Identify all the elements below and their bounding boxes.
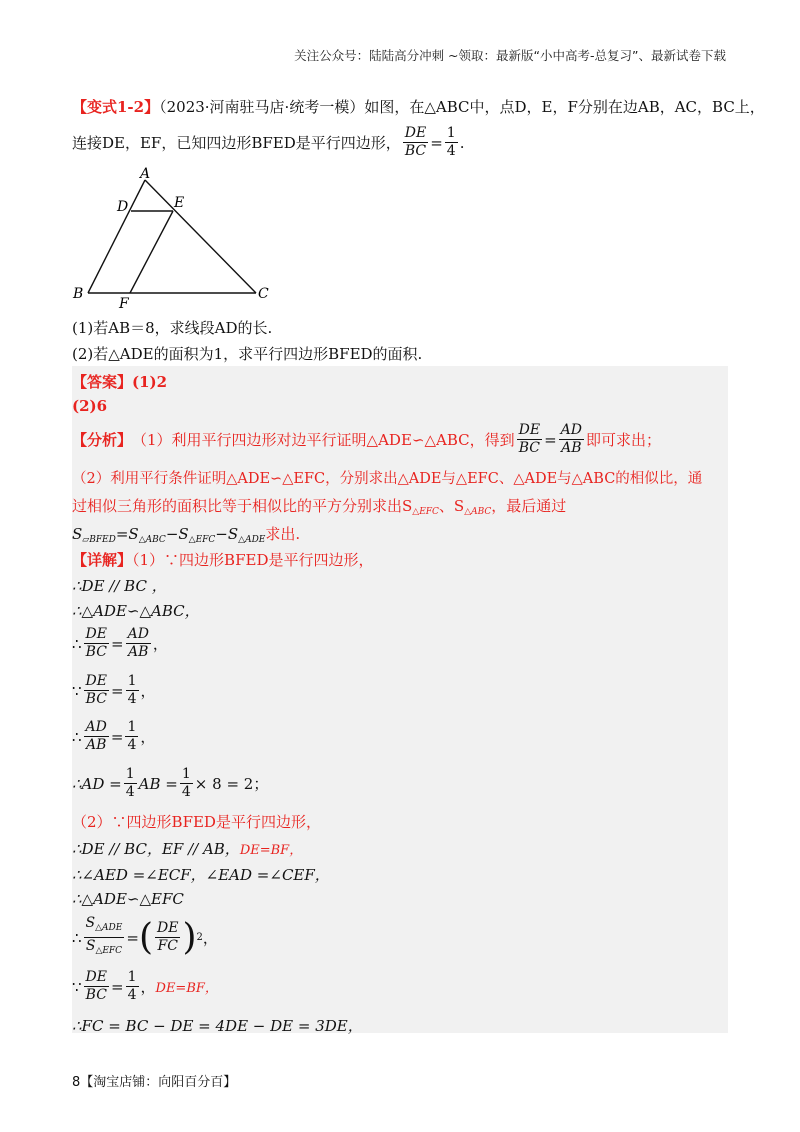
label-c: C <box>258 286 269 302</box>
analysis-eq: = <box>544 430 557 449</box>
analysis-text-3b: ，最后通过 <box>491 497 567 515</box>
frac-numerator: 1 <box>181 766 191 782</box>
therefore-sign: ∴ <box>72 634 82 653</box>
comma: ， <box>140 728 156 746</box>
eq-sign: = <box>111 681 124 700</box>
s-symbol: −S <box>165 525 189 543</box>
right-paren: ) <box>182 916 197 958</box>
left-paren: ( <box>138 916 153 958</box>
s-symbol: =S <box>115 525 139 543</box>
detail-line-2: ∴△ADE∽△ABC， <box>72 602 200 620</box>
detail-line-3 <box>72 626 168 661</box>
answer-label: 【答案】(1)2 <box>72 373 168 391</box>
s-symbol: S <box>85 938 96 954</box>
therefore-sign: ∴ <box>72 928 82 947</box>
sub-ade: △ADE <box>238 535 266 545</box>
side-ac <box>145 180 256 293</box>
parallel-statements: ∴DE // BC，EF // AB， <box>72 840 240 858</box>
frac-denominator: BC <box>85 691 107 707</box>
problem-fraction-one-quarter <box>445 125 458 160</box>
detail-line-12: ∴FC = BC − DE = 4DE − DE = 3DE， <box>72 1017 363 1035</box>
frac-numerator: 1 <box>127 969 137 985</box>
frac-ad-ab <box>126 626 151 661</box>
frac-one-quarter <box>124 766 137 801</box>
frac-de-bc <box>84 626 109 661</box>
analysis-frac-ad-ab <box>559 422 584 457</box>
page-footer: 8【淘宝店铺：向阳百分百】 <box>72 1075 237 1090</box>
frac-numerator: DE <box>404 125 427 141</box>
problem-text-2: 连接DE，EF，已知四边形BFED是平行四边形， <box>72 134 401 152</box>
frac-numerator: DE <box>85 673 107 689</box>
analysis-line-2: （2）利用平行条件证明△ADE∽△EFC，分别求出△ADE与△EFC、△ADE与△ABC的相似比，通 <box>72 471 703 487</box>
frac-numerator: DE <box>85 626 107 642</box>
s-symbol: S <box>85 915 96 931</box>
problem-source: （2023·河南驻马店·统考一模） <box>159 98 365 116</box>
answer-part-2: (2)6 <box>72 397 108 415</box>
frac-denominator: BC <box>85 987 107 1003</box>
comma: ， <box>202 929 218 947</box>
question-2: (2)若△ADE的面积为1，求平行四边形BFED的面积. <box>72 345 423 363</box>
analysis-label: 【分析】 <box>72 431 133 449</box>
frac-numerator: DE <box>518 422 541 438</box>
frac-numerator: AD <box>127 626 149 642</box>
analysis-sep: 、S <box>438 497 465 515</box>
exponent: 2 <box>196 932 203 943</box>
problem-fraction-de-bc <box>403 125 428 160</box>
frac-numerator: AD <box>85 719 107 735</box>
detail-label: 【详解】 <box>72 551 133 569</box>
ad-equals: ∴AD = <box>72 774 122 793</box>
label-e: E <box>174 195 185 211</box>
side-ab <box>88 180 145 293</box>
comma: ， <box>140 682 156 700</box>
problem-tag: 【变式1-2】 <box>72 98 160 116</box>
eq-sign: = <box>110 727 124 746</box>
detail-line-6 <box>72 766 268 801</box>
s-symbol: S <box>72 525 83 543</box>
detail-line-1: ∴DE // BC ， <box>72 577 167 595</box>
frac-denominator: BC <box>85 644 107 660</box>
sub-abc: △ABC <box>138 535 166 545</box>
times-eight: × 8 = 2； <box>194 775 269 793</box>
analysis-frac-de-bc <box>517 422 542 457</box>
frac-denominator: 4 <box>127 987 137 1003</box>
detail-line-intro <box>72 549 373 570</box>
detail-line-4 <box>72 673 156 708</box>
problem-text-1: 如图，在△ABC中，点D，E，F分别在边AB，AC，BC上， <box>364 98 765 116</box>
frac-numerator <box>84 915 125 938</box>
frac-numerator: DE <box>85 969 107 985</box>
comma: ， <box>152 635 168 653</box>
frac-numerator: 1 <box>127 719 137 735</box>
frac-denominator: BC <box>404 143 427 159</box>
frac-denominator: AB <box>561 440 582 456</box>
label-b: B <box>73 286 84 302</box>
frac-de-bc <box>84 673 109 708</box>
s-symbol: −S <box>215 525 239 543</box>
sub-bfed: ▱BFED <box>82 535 116 545</box>
sub-efc: △EFC <box>188 535 216 545</box>
analysis-text-3a: 过相似三角形的面积比等于相似比的平方分别求出S <box>72 497 413 515</box>
detail-line-10 <box>72 915 218 960</box>
frac-one-quarter <box>126 969 139 1004</box>
frac-denominator: BC <box>518 440 540 456</box>
frac-numerator: 1 <box>127 673 137 689</box>
problem-line-2 <box>72 125 464 160</box>
question-1: (1)若AB＝8，求线段AD的长. <box>72 319 273 337</box>
period: . <box>459 133 465 152</box>
frac-denominator: 4 <box>127 691 137 707</box>
detail-part2-intro: （2）∵四边形BFED是平行四边形， <box>72 813 321 831</box>
analysis-line-3 <box>72 495 566 517</box>
detail-line-9: ∴△ADE∽△EFC <box>72 890 184 908</box>
ab-equals: AB = <box>138 774 178 793</box>
frac-denominator: 4 <box>127 737 137 753</box>
therefore-sign: ∴ <box>72 727 82 746</box>
problem-line-1 <box>72 96 765 117</box>
analysis-line-1 <box>72 422 661 457</box>
because-sign: ∵ <box>72 977 82 996</box>
sub-abc: △ABC <box>464 507 492 517</box>
sub-efc: △EFC <box>412 507 439 517</box>
analysis-text-4e: 求出. <box>265 525 301 543</box>
page-header: 关注公众号：陆陆高分冲刺 ~领取：最新版“小中高考-总复习”、最新试卷下载 <box>294 48 726 63</box>
label-f: F <box>119 296 129 312</box>
frac-ad-ab <box>84 719 109 754</box>
frac-de-fc <box>155 920 180 955</box>
eq-sign: = <box>430 133 443 152</box>
frac-de-bc <box>84 969 109 1004</box>
frac-numerator: DE <box>156 920 179 936</box>
detail-line-5 <box>72 719 155 754</box>
label-d: D <box>117 199 129 215</box>
label-a: A <box>140 166 151 182</box>
frac-one-quarter <box>180 766 193 801</box>
comma: ， <box>140 978 156 996</box>
eq-sign: = <box>111 977 124 996</box>
frac-numerator: 1 <box>446 125 456 141</box>
detail-line-11 <box>72 969 218 1004</box>
de-equals-bf: DE=BF， <box>239 843 303 858</box>
frac-denominator: 4 <box>446 143 456 159</box>
sub-ade: △ADE <box>95 923 123 933</box>
frac-area-ratio <box>84 915 125 960</box>
sub-efc: △EFC <box>95 946 123 956</box>
analysis-line-4 <box>72 523 300 545</box>
frac-denominator: AB <box>128 644 149 660</box>
frac-one-quarter <box>126 673 139 708</box>
detail-line-7 <box>72 838 302 859</box>
frac-numerator: AD <box>560 422 582 438</box>
de-equals-bf: DE=BF， <box>155 981 218 996</box>
frac-denominator: 4 <box>125 784 135 800</box>
because-sign: ∵ <box>72 681 82 700</box>
frac-numerator: 1 <box>125 766 135 782</box>
frac-denominator: AB <box>86 737 107 753</box>
triangle-figure <box>70 164 280 314</box>
frac-denominator: FC <box>157 938 178 954</box>
detail-part1-intro: （1）∵四边形BFED是平行四边形， <box>132 551 374 569</box>
frac-denominator <box>84 938 125 960</box>
eq-sign: = <box>126 928 139 947</box>
eq-sign: = <box>111 634 124 653</box>
analysis-text-1a: （1）利用平行四边形对边平行证明△ADE∽△ABC，得到 <box>132 431 515 449</box>
detail-line-8: ∴∠AED =∠ECF，∠EAD =∠CEF， <box>72 866 330 884</box>
segment-ef <box>130 211 173 293</box>
frac-one-quarter <box>125 719 138 754</box>
analysis-text-1b: 即可求出； <box>586 431 662 449</box>
frac-denominator: 4 <box>181 784 191 800</box>
